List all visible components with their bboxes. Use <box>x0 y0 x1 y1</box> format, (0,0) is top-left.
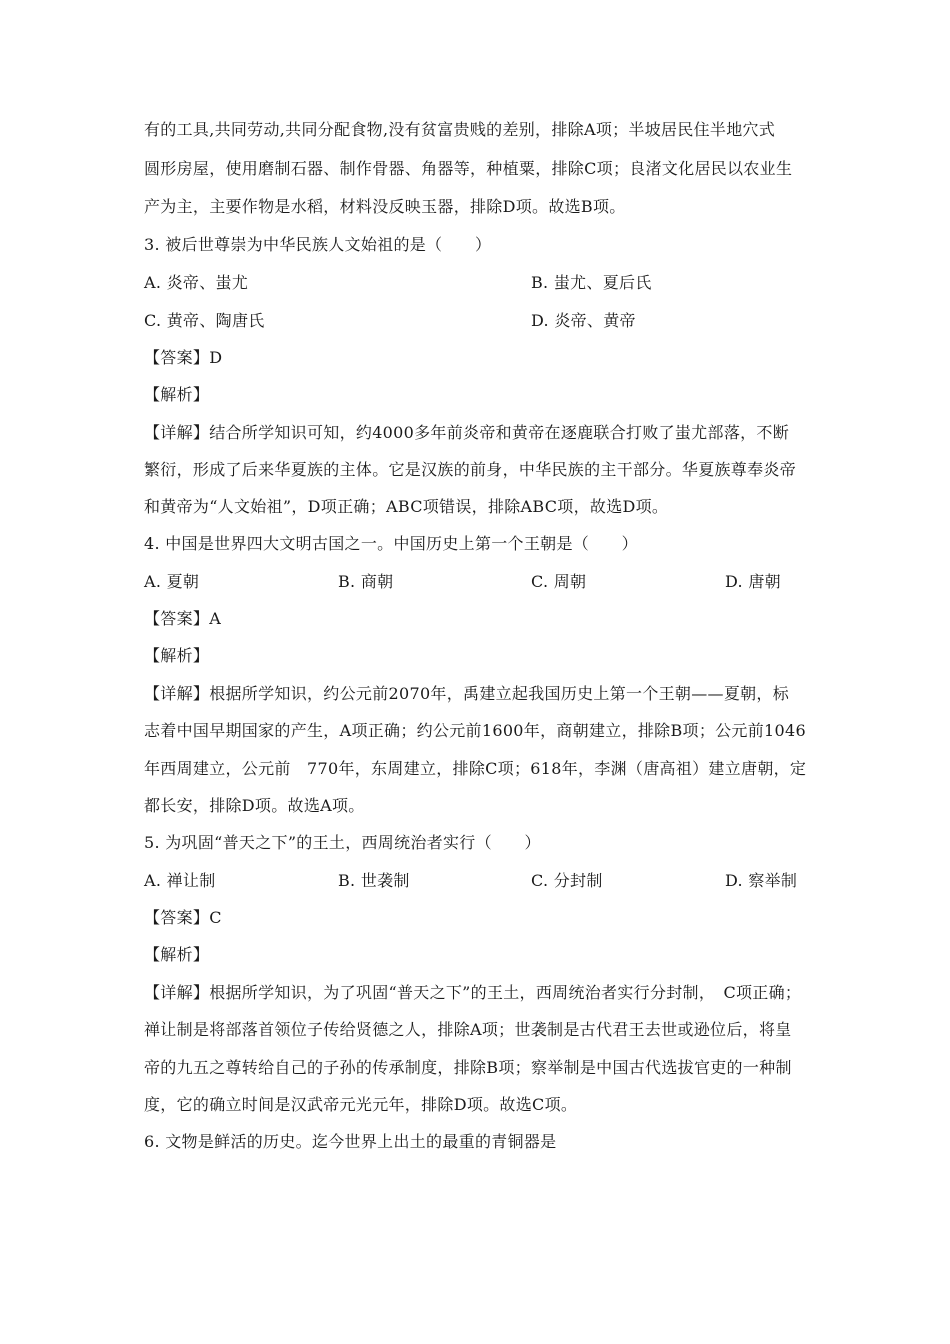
q3-option-c: C. 黄帝、陶唐氏 <box>144 311 265 330</box>
q4-option-c: C. 周朝 <box>531 572 587 591</box>
q4-detail-line: 【详解】根据所学知识，约公元前2070年，禹建立起我国历史上第一个王朝——夏朝，标 <box>144 684 790 703</box>
q4-analysis-heading: 【解析】 <box>144 646 210 665</box>
q3-option-d: D. 炎帝、黄帝 <box>531 311 636 330</box>
q5-answer: 【答案】C <box>144 908 222 927</box>
q4-detail-line: 志着中国早期国家的产生，A项正确；约公元前1600年，商朝建立，排除B项；公元前1046 <box>144 721 806 740</box>
q5-option-c: C. 分封制 <box>531 871 603 890</box>
q4-option-b: B. 商朝 <box>338 572 394 591</box>
q5-option-b: B. 世袭制 <box>338 871 410 890</box>
q3-option-a: A. 炎帝、蚩尤 <box>144 273 249 292</box>
question-5: 5. 为巩固“普天之下”的王土，西周统治者实行（ ） <box>144 833 541 852</box>
q3-detail-line: 繁衍，形成了后来华夏族的主体。它是汉族的前身，中华民族的主干部分。华夏族尊奉炎帝 <box>144 460 797 479</box>
q5-option-d: D. 察举制 <box>725 871 798 890</box>
q3-option-b: B. 蚩尤、夏后氏 <box>531 273 652 292</box>
q5-analysis-heading: 【解析】 <box>144 945 210 964</box>
q5-detail-line: 帝的九五之尊转给自己的子孙的传承制度，排除B项；察举制是中国古代选拔官吏的一种制 <box>144 1058 792 1077</box>
question-6: 6. 文物是鲜活的历史。迄今世界上出土的最重的青铜器是 <box>144 1132 557 1151</box>
q3-detail-line: 【详解】结合所学知识可知，约4000多年前炎帝和黄帝在逐鹿联合打败了蚩尤部落，不断 <box>144 423 790 442</box>
q5-option-a: A. 禅让制 <box>144 871 216 890</box>
q3-answer: 【答案】D <box>144 348 223 367</box>
q4-option-a: A. 夏朝 <box>144 572 200 591</box>
q5-detail-line: 【详解】根据所学知识，为了巩固“普天之下”的王土，西周统治者实行分封制， C项正确； <box>144 983 802 1002</box>
question-3: 3. 被后世尊崇为中华民族人文始祖的是（ ） <box>144 235 492 254</box>
q4-option-d: D. 唐朝 <box>725 572 781 591</box>
question-4: 4. 中国是世界四大文明古国之一。中国历史上第一个王朝是（ ） <box>144 534 638 553</box>
q5-detail-line: 禅让制是将部落首领位子传给贤德之人，排除A项；世袭制是古代君王去世或逊位后，将皇 <box>144 1020 792 1039</box>
q4-detail-line: 都长安，排除D项。故选A项。 <box>144 796 365 815</box>
q4-answer: 【答案】A <box>144 609 222 628</box>
paragraph-line: 有的工具,共同劳动,共同分配食物,没有贫富贵贱的差别，排除A项；半坡居民住半地穴式 <box>144 120 776 139</box>
paragraph-line: 圆形房屋，使用磨制石器、制作骨器、角器等，种植粟，排除C项；良渚文化居民以农业生 <box>144 159 793 178</box>
paragraph-line: 产为主，主要作物是水稻，材料没反映玉器，排除D项。故选B项。 <box>144 197 626 216</box>
q5-detail-line: 度，它的确立时间是汉武帝元光元年，排除D项。故选C项。 <box>144 1095 578 1114</box>
q4-detail-line: 年西周建立，公元前 770年，东周建立，排除C项；618年，李渊（唐高祖）建立唐朝，定 <box>144 759 807 778</box>
q3-analysis-heading: 【解析】 <box>144 385 210 404</box>
q3-detail-line: 和黄帝为“人文始祖”，D项正确；ABC项错误，排除ABC项，故选D项。 <box>144 497 669 516</box>
